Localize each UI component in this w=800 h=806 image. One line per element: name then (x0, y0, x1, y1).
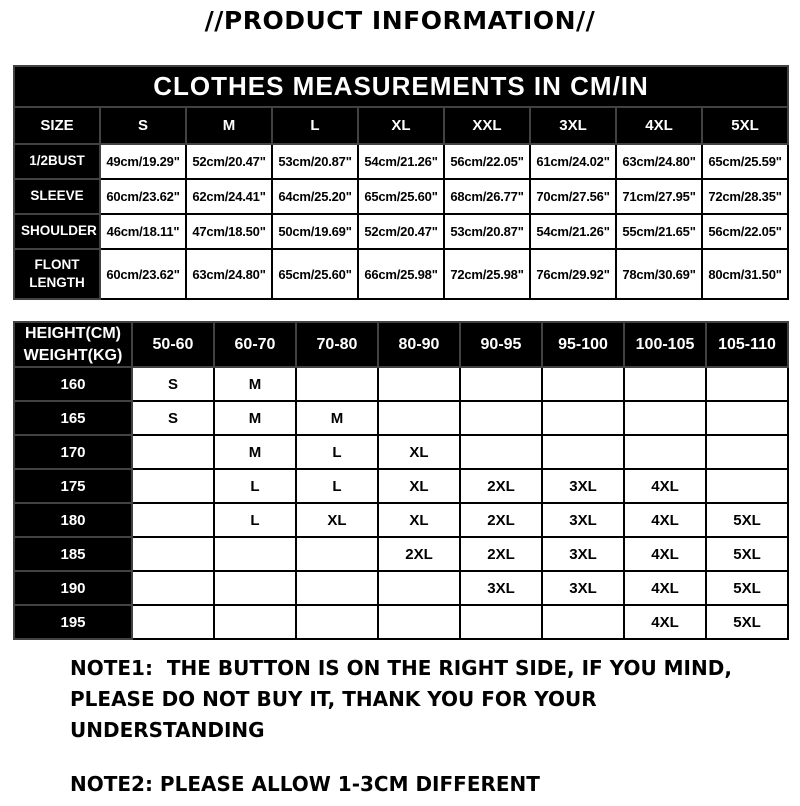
recommended-size-cell (706, 367, 788, 401)
page-title: //PRODUCT INFORMATION// (204, 6, 596, 35)
measurement-row (14, 144, 788, 179)
measurement-cell: 55cm/21.65" (616, 214, 702, 249)
height-row (14, 435, 788, 469)
note2-line: NOTE2: PLEASE ALLOW 1-3CM DIFFERENT (70, 772, 540, 797)
size-column-header: S (100, 107, 186, 144)
recommended-size-cell (542, 435, 624, 469)
recommended-size-cell: M (214, 435, 296, 469)
measurement-cell: 65cm/25.60" (272, 249, 358, 299)
height-row-label: 195 (14, 605, 132, 639)
measurement-cell: 63cm/24.80" (186, 249, 272, 299)
recommended-size-cell (132, 571, 214, 605)
recommended-size-cell (624, 435, 706, 469)
weight-column-header: 90-95 (460, 322, 542, 367)
height-row (14, 571, 788, 605)
height-row (14, 605, 788, 639)
weight-column-header: 70-80 (296, 322, 378, 367)
measurements-table (13, 65, 789, 300)
height-row (14, 401, 788, 435)
measurements-table-title: CLOTHES MEASUREMENTS IN CM/IN (14, 66, 788, 107)
recommended-size-cell: 2XL (378, 537, 460, 571)
measurement-cell: 54cm/21.26" (530, 214, 616, 249)
recommended-size-cell: XL (378, 503, 460, 537)
recommended-size-cell: M (214, 401, 296, 435)
recommended-size-cell (460, 605, 542, 639)
measurement-row (14, 249, 788, 299)
recommended-size-cell: 3XL (542, 571, 624, 605)
measurement-cell: 53cm/20.87" (444, 214, 530, 249)
recommended-size-cell: M (214, 367, 296, 401)
corner-label-height: HEIGHT(CM) (25, 325, 121, 342)
recommended-size-cell (542, 605, 624, 639)
note1-line: UNDERSTANDING (70, 718, 265, 743)
recommended-size-cell (296, 367, 378, 401)
height-row-label: 165 (14, 401, 132, 435)
notes-section (70, 653, 800, 800)
recommended-size-cell (706, 435, 788, 469)
recommended-size-cell: 2XL (460, 469, 542, 503)
height-row-label: 160 (14, 367, 132, 401)
measurements-title-row (14, 66, 788, 107)
recommended-size-cell: 4XL (624, 469, 706, 503)
measurement-cell: 49cm/19.29" (100, 144, 186, 179)
measurement-cell: 60cm/23.62" (100, 179, 186, 214)
measurement-cell: 46cm/18.11" (100, 214, 186, 249)
height-row-label: 180 (14, 503, 132, 537)
recommended-size-cell (132, 469, 214, 503)
recommended-size-cell (706, 469, 788, 503)
measurement-cell: 63cm/24.80" (616, 144, 702, 179)
weight-column-header: 60-70 (214, 322, 296, 367)
height-weight-size-table (13, 321, 789, 640)
height-row-label: 170 (14, 435, 132, 469)
height-weight-corner-cell (14, 322, 132, 367)
recommended-size-cell (542, 401, 624, 435)
measurements-table-body (14, 66, 788, 299)
recommended-size-cell: L (214, 469, 296, 503)
measurement-cell: 65cm/25.59" (702, 144, 788, 179)
recommended-size-cell (378, 401, 460, 435)
height-row (14, 503, 788, 537)
recommended-size-cell: 3XL (542, 503, 624, 537)
height-row (14, 469, 788, 503)
recommended-size-cell (296, 537, 378, 571)
weight-column-header: 95-100 (542, 322, 624, 367)
recommended-size-cell: S (132, 367, 214, 401)
measurement-row (14, 214, 788, 249)
measurement-cell: 80cm/31.50" (702, 249, 788, 299)
measurement-cell: 47cm/18.50" (186, 214, 272, 249)
recommended-size-cell: L (296, 469, 378, 503)
measurement-cell: 61cm/24.02" (530, 144, 616, 179)
size-header-row (14, 107, 788, 144)
measurement-cell: 60cm/23.62" (100, 249, 186, 299)
recommended-size-cell (460, 367, 542, 401)
recommended-size-cell (132, 605, 214, 639)
measurement-cell: 54cm/21.26" (358, 144, 444, 179)
recommended-size-cell (132, 435, 214, 469)
size-column-header: M (186, 107, 272, 144)
size-column-header: 3XL (530, 107, 616, 144)
recommended-size-cell (132, 537, 214, 571)
recommended-size-cell: XL (378, 469, 460, 503)
size-column-header: 4XL (616, 107, 702, 144)
recommended-size-cell (214, 605, 296, 639)
size-column-header: XXL (444, 107, 530, 144)
measurement-cell: 53cm/20.87" (272, 144, 358, 179)
measurement-cell: 52cm/20.47" (186, 144, 272, 179)
recommended-size-cell: 5XL (706, 605, 788, 639)
weight-column-header: 80-90 (378, 322, 460, 367)
measurement-row-label: FLONT LENGTH (14, 249, 100, 299)
measurement-cell: 56cm/22.05" (702, 214, 788, 249)
recommended-size-cell: L (214, 503, 296, 537)
recommended-size-cell: 4XL (624, 503, 706, 537)
recommended-size-cell: 4XL (624, 537, 706, 571)
recommended-size-cell (132, 503, 214, 537)
measurement-row-label: 1/2BUST (14, 144, 100, 179)
note1-line: PLEASE DO NOT BUY IT, THANK YOU FOR YOUR (70, 687, 597, 712)
measurement-row-label: SHOULDER (14, 214, 100, 249)
height-row (14, 537, 788, 571)
recommended-size-cell: XL (378, 435, 460, 469)
recommended-size-cell: 3XL (542, 537, 624, 571)
weight-column-header: 50-60 (132, 322, 214, 367)
recommended-size-cell (460, 435, 542, 469)
height-row-label: 175 (14, 469, 132, 503)
measurement-cell: 70cm/27.56" (530, 179, 616, 214)
recommended-size-cell (378, 605, 460, 639)
recommended-size-cell: 2XL (460, 537, 542, 571)
measurement-cell: 50cm/19.69" (272, 214, 358, 249)
size-column-header: XL (358, 107, 444, 144)
height-row (14, 367, 788, 401)
measurement-cell: 71cm/27.95" (616, 179, 702, 214)
recommended-size-cell (624, 367, 706, 401)
recommended-size-cell: 5XL (706, 537, 788, 571)
recommended-size-cell: 4XL (624, 605, 706, 639)
recommended-size-cell (624, 401, 706, 435)
measurement-cell: 56cm/22.05" (444, 144, 530, 179)
measurement-cell: 64cm/25.20" (272, 179, 358, 214)
weight-column-header: 105-110 (706, 322, 788, 367)
measurement-cell: 62cm/24.41" (186, 179, 272, 214)
recommended-size-cell (378, 367, 460, 401)
size-column-header: 5XL (702, 107, 788, 144)
height-weight-size-table-body (14, 322, 788, 639)
recommended-size-cell (542, 367, 624, 401)
measurement-cell: 78cm/30.69" (616, 249, 702, 299)
size-column-header: SIZE (14, 107, 100, 144)
measurement-cell: 72cm/28.35" (702, 179, 788, 214)
recommended-size-cell (296, 605, 378, 639)
recommended-size-cell: 3XL (460, 571, 542, 605)
recommended-size-cell: 5XL (706, 503, 788, 537)
recommended-size-cell (378, 571, 460, 605)
height-row-label: 190 (14, 571, 132, 605)
measurement-cell: 76cm/29.92" (530, 249, 616, 299)
note1-line: NOTE1: THE BUTTON IS ON THE RIGHT SIDE, IF YOU MIND, (70, 656, 732, 681)
recommended-size-cell (706, 401, 788, 435)
measurement-cell: 72cm/25.98" (444, 249, 530, 299)
height-row-label: 185 (14, 537, 132, 571)
measurement-cell: 66cm/25.98" (358, 249, 444, 299)
recommended-size-cell: 4XL (624, 571, 706, 605)
measurement-row-label: SLEEVE (14, 179, 100, 214)
recommended-size-cell: L (296, 435, 378, 469)
measurement-cell: 65cm/25.60" (358, 179, 444, 214)
recommended-size-cell (296, 571, 378, 605)
recommended-size-cell (214, 537, 296, 571)
weight-header-row (14, 322, 788, 367)
recommended-size-cell (214, 571, 296, 605)
recommended-size-cell: S (132, 401, 214, 435)
recommended-size-cell (460, 401, 542, 435)
recommended-size-cell: 3XL (542, 469, 624, 503)
measurement-row (14, 179, 788, 214)
recommended-size-cell: 2XL (460, 503, 542, 537)
recommended-size-cell: XL (296, 503, 378, 537)
measurement-cell: 52cm/20.47" (358, 214, 444, 249)
corner-label-weight: WEIGHT(KG) (23, 346, 123, 364)
recommended-size-cell: 5XL (706, 571, 788, 605)
recommended-size-cell: M (296, 401, 378, 435)
weight-column-header: 100-105 (624, 322, 706, 367)
measurement-cell: 68cm/26.77" (444, 179, 530, 214)
size-column-header: L (272, 107, 358, 144)
